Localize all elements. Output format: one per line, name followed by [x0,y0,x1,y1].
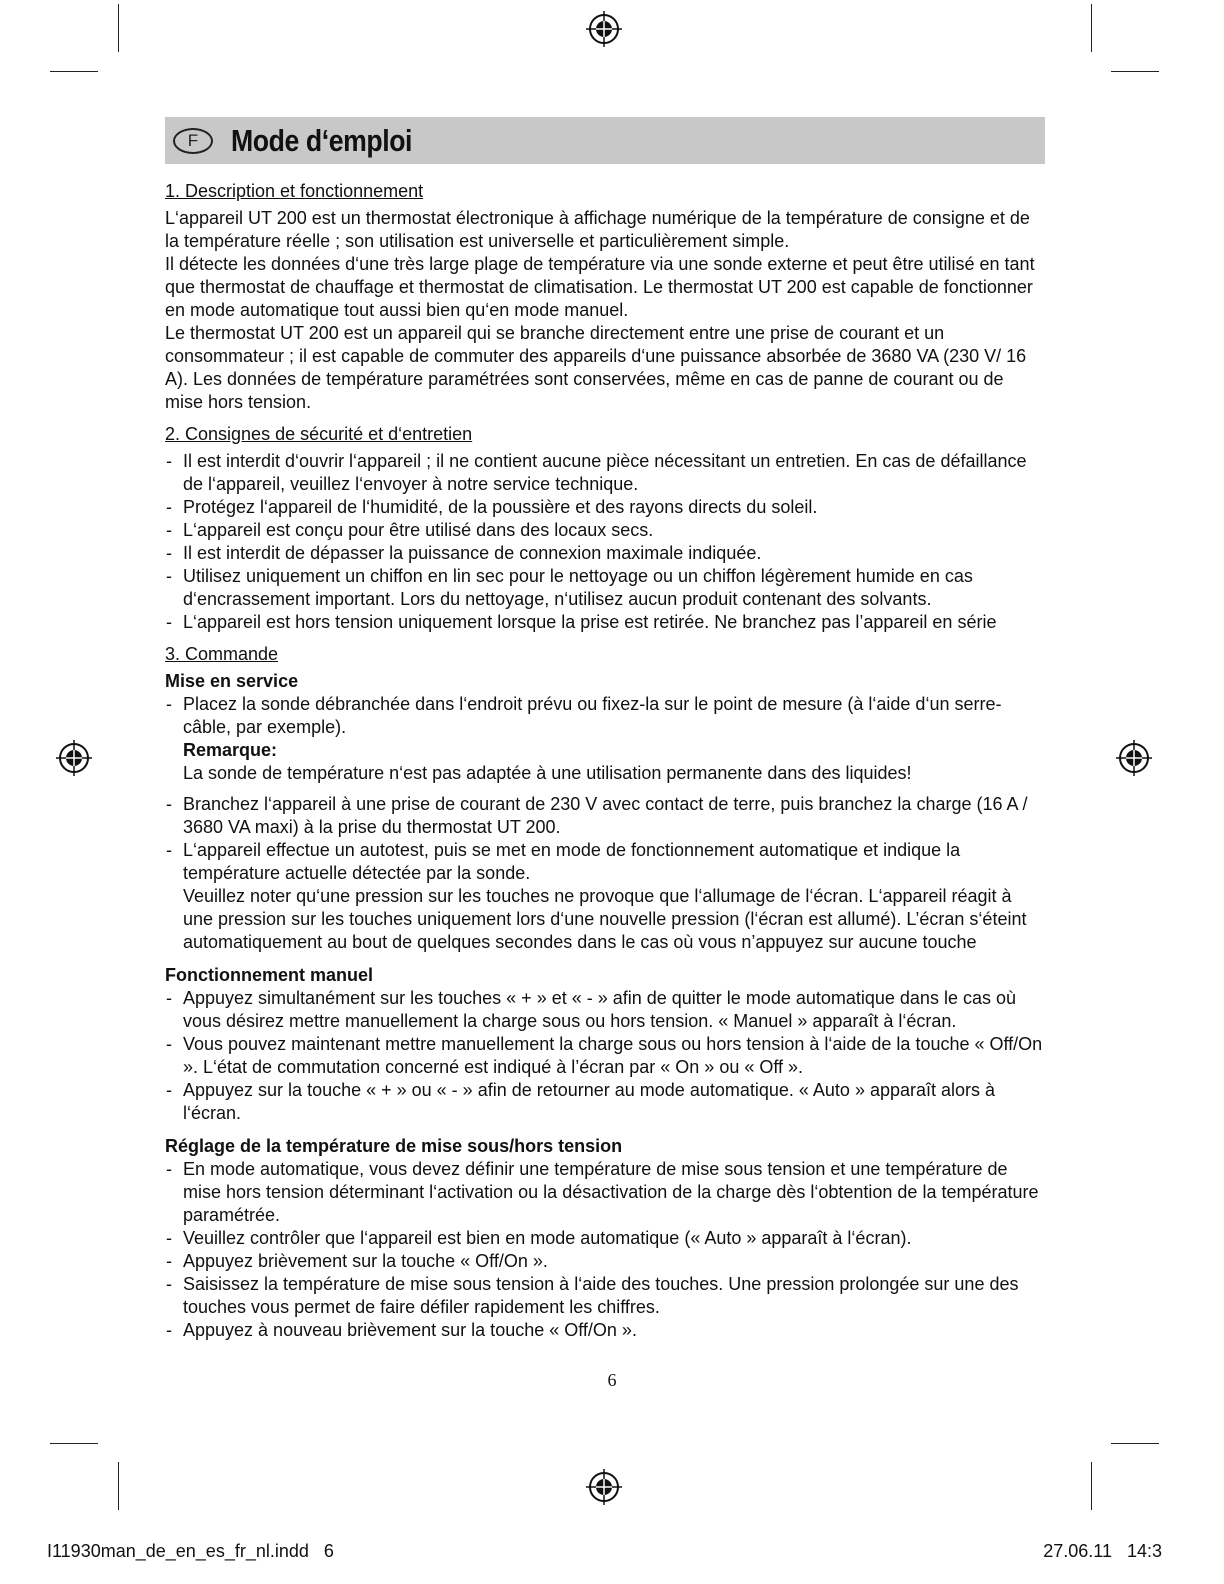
list-item: - Vous pouvez maintenant mettre manuellement la charge sous ou hors tension à l‘aide de la touche « Off/On ». L‘état de commutation concerné est indiqué à l’écran par « On » ou « Off ». [165,1033,1045,1079]
remark-body: La sonde de température n‘est pas adaptée à une utilisation permanente dans des liquides! [183,763,912,783]
paragraph: Le thermostat UT 200 est un appareil qui se branche directement entre une prise de courant et un consommateur ; il est capable de commuter des appareils d‘une puissance absorbée de 3680 VA (230 V/ 16 A). Les données de température paramétrées sont conservées, même en cas de panne de courant ou de mise hors tension. [165,323,1027,412]
safety-list [165,450,1045,634]
list-item: - Protégez l‘appareil de l‘humidité, de la poussière et des rayons directs du soleil. [165,496,1045,519]
list-item: - En mode automatique, vous devez définir une température de mise sous tension et une température de mise hors tension déterminant l‘activation ou la désactivation de la charge dès l‘obtention de la température paramétrée. [165,1158,1045,1227]
list-item: - L‘appareil est hors tension uniquement lorsque la prise est retirée. Ne branchez pas l’appareil en série [165,611,1045,634]
list-item: - Il est interdit de dépasser la puissance de connexion maximale indiquée. [165,542,1045,565]
crop-mark [1111,71,1159,72]
subheading-mise-en-service: Mise en service [165,671,299,691]
manuel-list [165,987,1045,1125]
footer-filename: I11930man_de_en_es_fr_nl.indd 6 [47,1541,334,1561]
crop-mark [1091,4,1092,52]
crop-mark [50,1443,98,1444]
language-badge: F [173,128,213,154]
registration-mark-icon [586,1469,622,1505]
section-heading-description: 1. Description et fonctionnement [165,181,424,201]
list-item [165,839,1045,954]
document-page [165,117,1045,1342]
title-bar [165,117,1045,164]
list-item: - Appuyez à nouveau brièvement sur la touche « Off/On ». [165,1319,1045,1342]
footer-timestamp: 27.06.11 14:3 [1043,1541,1162,1561]
paragraph: L‘appareil UT 200 est un thermostat électronique à affichage numérique de la température de consigne et de la température réelle ; son utilisation est universelle et particulièrement simple. [165,208,1030,251]
list-item-note: Veuillez noter qu‘une pression sur les touches ne provoque que l‘allumage de l‘écran. L‘appareil réagit à une pression sur les touches uniquement lors d‘une nouvelle pression (l‘écran est allumé). L’écran s‘éteint automatiquement au bout de quelques secondes dans le cas où vous n’appuyez sur aucune touche [183,886,1027,952]
crop-mark [1091,1462,1092,1510]
list-item: - Appuyez brièvement sur la touche « Off/On ». [165,1250,1045,1273]
remark-title: Remarque: [183,740,278,760]
list-item: - Utilisez uniquement un chiffon en lin sec pour le nettoyage ou un chiffon légèrement humide en cas d‘encrassement important. Lors du nettoyage, n‘utilisez aucun produit contenant des solvants. [165,565,1045,611]
registration-mark-icon [1116,740,1152,776]
page-number: 6 [607,1370,617,1390]
registration-mark-icon [56,740,92,776]
crop-mark [50,71,98,72]
list-item: - Appuyez simultanément sur les touches « + » et « - » afin de quitter le mode automatique dans le cas où vous désirez mettre manuellement la charge sous ou hors tension. « Manuel » apparaît à l‘écran. [165,987,1045,1033]
list-item: - Saisissez la température de mise sous tension à l‘aide des touches. Une pression prolongée sur une des touches vous permet de faire défiler rapidement les chiffres. [165,1273,1045,1319]
crop-mark [1111,1443,1159,1444]
crop-mark [118,4,119,52]
list-item: - Veuillez contrôler que l‘appareil est bien en mode automatique (« Auto » apparaît à l‘écran). [165,1227,1045,1250]
list-item: - Branchez l‘appareil à une prise de courant de 230 V avec contact de terre, puis branchez la charge (16 A / 3680 VA maxi) à la prise du thermostat UT 200. [165,793,1045,839]
registration-mark-icon [586,11,622,47]
list-item: - Appuyez sur la touche « + » ou « - » afin de retourner au mode automatique. « Auto » apparaît alors à l‘écran. [165,1079,1045,1125]
mise-en-service-list [165,693,1045,739]
subheading-reglage: Réglage de la température de mise sous/hors tension [165,1136,623,1156]
section-heading-commande: 3. Commande [165,644,279,664]
list-item: - Il est interdit d‘ouvrir l‘appareil ; il ne contient aucune pièce nécessitant un entretien. En cas de défaillance de l‘appareil, veuillez l‘envoyer à notre service technique. [165,450,1045,496]
crop-mark [118,1462,119,1510]
list-item-text: - L‘appareil effectue un autotest, puis se met en mode de fonctionnement automatique et indique la température actuelle détectée par la sonde. [183,840,961,883]
paragraph: Il détecte les données d‘une très large plage de température via une sonde externe et peut être utilisé en tant que thermostat de chauffage et thermostat de climatisation. Le thermostat UT 200 est capable de fonctionner en mode automatique tout aussi bien qu‘en mode manuel. [165,254,1035,320]
subheading-manuel: Fonctionnement manuel [165,965,374,985]
list-item [165,693,1045,739]
list-item: - L‘appareil est conçu pour être utilisé dans des locaux secs. [165,519,1045,542]
page-title: Mode d‘emploi [231,122,413,158]
section-heading-safety: 2. Consignes de sécurité et d‘entretien [165,424,473,444]
mise-en-service-list-2 [165,793,1045,954]
reglage-list [165,1158,1045,1342]
list-item-text: Placez la sonde débranchée dans l‘endroit prévu ou fixez-la sur le point de mesure (à l‘aide d‘un serre-câble, par exemple). [183,694,1002,737]
